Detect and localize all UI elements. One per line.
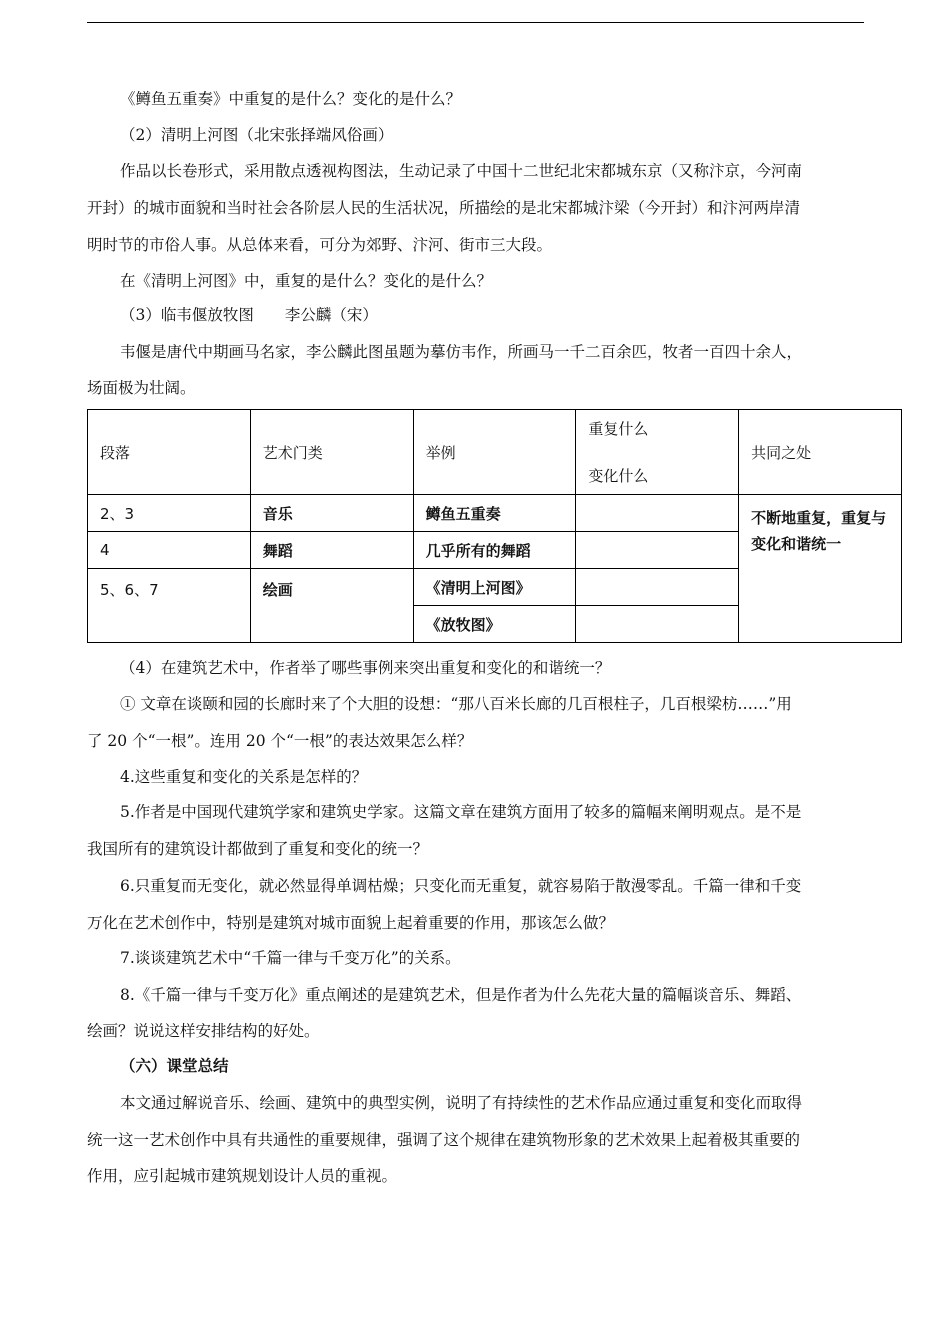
cell-example: 几乎所有的舞蹈 — [413, 532, 576, 569]
question-6-line2: 万化在艺术创作中，特别是建筑对城市面貌上起着重要的作用，那该怎么做？ — [87, 914, 615, 932]
cell-example: 《放牧图》 — [413, 606, 576, 643]
cell-art-type: 音乐 — [250, 495, 413, 532]
cell-art-type: 舞蹈 — [250, 532, 413, 569]
summary-line3: 作用，应引起城市建筑规划设计人员的重视。 — [87, 1167, 398, 1185]
question-5-line1: 5.作者是中国现代建筑学家和建筑史学家。这篇文章在建筑方面用了较多的篇幅来阐明观点。是不是 — [120, 803, 802, 821]
question-8-line1: 8.《千篇一律与千变万化》重点阐述的是建筑艺术，但是作者为什么先花大量的篇幅谈音乐、舞蹈、 — [120, 986, 802, 1004]
paragraph-fangmu-line1: 韦偃是唐代中期画马名家，李公麟此图虽题为摹仿韦作，所画马一千二百余匹，牧者一百四十余人， — [120, 343, 803, 361]
paragraph-qingming-line2: 开封）的城市面貌和当时社会各阶层人民的生活状况，所描绘的是北宋都城汴梁（今开封）和汴河两岸清 — [87, 199, 801, 217]
header-cell-example: 举例 — [413, 410, 576, 495]
cell-paragraph: 4 — [88, 532, 251, 569]
paragraph-corridor-line1: ① 文章在谈颐和园的长廊时来了个大胆的设想：“那八百米长廊的几百根柱子，几百根梁枋……”用 — [120, 695, 792, 713]
header-cell-common: 共同之处 — [739, 410, 902, 495]
question-4: 4.这些重复和变化的关系是怎样的？ — [120, 768, 368, 786]
header-change-label: 变化什么 — [588, 467, 649, 485]
analysis-table — [87, 409, 902, 643]
table-row — [88, 495, 902, 532]
question-7: 7.谈谈建筑艺术中“千篇一律与千变万化”的关系。 — [120, 949, 461, 967]
header-cell-paragraph: 段落 — [88, 410, 251, 495]
question-8-line2: 绘画？说说这样安排结构的好处。 — [87, 1022, 320, 1040]
cell-repeat-change-blank — [576, 495, 739, 532]
cell-example: 《清明上河图》 — [413, 569, 576, 606]
cell-art-type: 绘画 — [250, 569, 413, 643]
summary-line2: 统一这一艺术创作中具有共通性的重要规律，强调了这个规律在建筑物形象的艺术效果上起着极其重要的 — [87, 1131, 801, 1149]
cell-paragraph: 5、6、7 — [88, 569, 251, 643]
paragraph-qingming-line3: 明时节的市俗人事。从总体来看，可分为郊野、汴河、街市三大段。 — [87, 236, 553, 254]
header-repeat-label: 重复什么 — [588, 420, 649, 438]
heading-qingming: （2）清明上河图（北宋张择端风俗画） — [120, 126, 394, 144]
cell-common: 不断地重复，重复与变化和谐统一 — [739, 495, 902, 643]
header-cell-art-type: 艺术门类 — [250, 410, 413, 495]
cell-repeat-change-blank — [576, 606, 739, 643]
table-header-row — [88, 410, 902, 495]
question-6-line1: 6.只重复而无变化，就必然显得单调枯燥；只变化而无重复，就容易陷于散漫零乱。千篇一律和千变 — [120, 877, 802, 895]
header-rule — [87, 22, 864, 23]
summary-line1: 本文通过解说音乐、绘画、建筑中的典型实例，说明了有持续性的艺术作品应通过重复和变化而取得 — [120, 1094, 803, 1112]
paragraph-corridor-line2: 了 20 个“一根”。连用 20 个“一根”的表达效果怎么样？ — [87, 732, 473, 750]
header-cell-repeat-change — [576, 410, 739, 495]
paragraph-question-trout: 《鳟鱼五重奏》中重复的是什么？变化的是什么？ — [120, 90, 462, 108]
question-5-line2: 我国所有的建筑设计都做到了重复和变化的统一？ — [87, 840, 429, 858]
paragraph-qingming-line1: 作品以长卷形式，采用散点透视构图法，生动记录了中国十二世纪北宋都城东京（又称汴京，今河南 — [120, 162, 803, 180]
cell-repeat-change-blank — [576, 532, 739, 569]
paragraph-question-architecture: （4）在建筑艺术中，作者举了哪些事例来突出重复和变化的和谐统一？ — [120, 659, 611, 677]
paragraph-question-qingming: 在《清明上河图》中，重复的是什么？变化的是什么？ — [120, 272, 493, 290]
cell-repeat-change-blank — [576, 569, 739, 606]
section-heading-summary: （六）课堂总结 — [120, 1056, 229, 1075]
heading-fangmu: （3）临韦偃放牧图 李公麟（宋） — [120, 306, 378, 324]
cell-paragraph: 2、3 — [88, 495, 251, 532]
paragraph-fangmu-line2: 场面极为壮阔。 — [87, 379, 196, 397]
cell-example: 鳟鱼五重奏 — [413, 495, 576, 532]
